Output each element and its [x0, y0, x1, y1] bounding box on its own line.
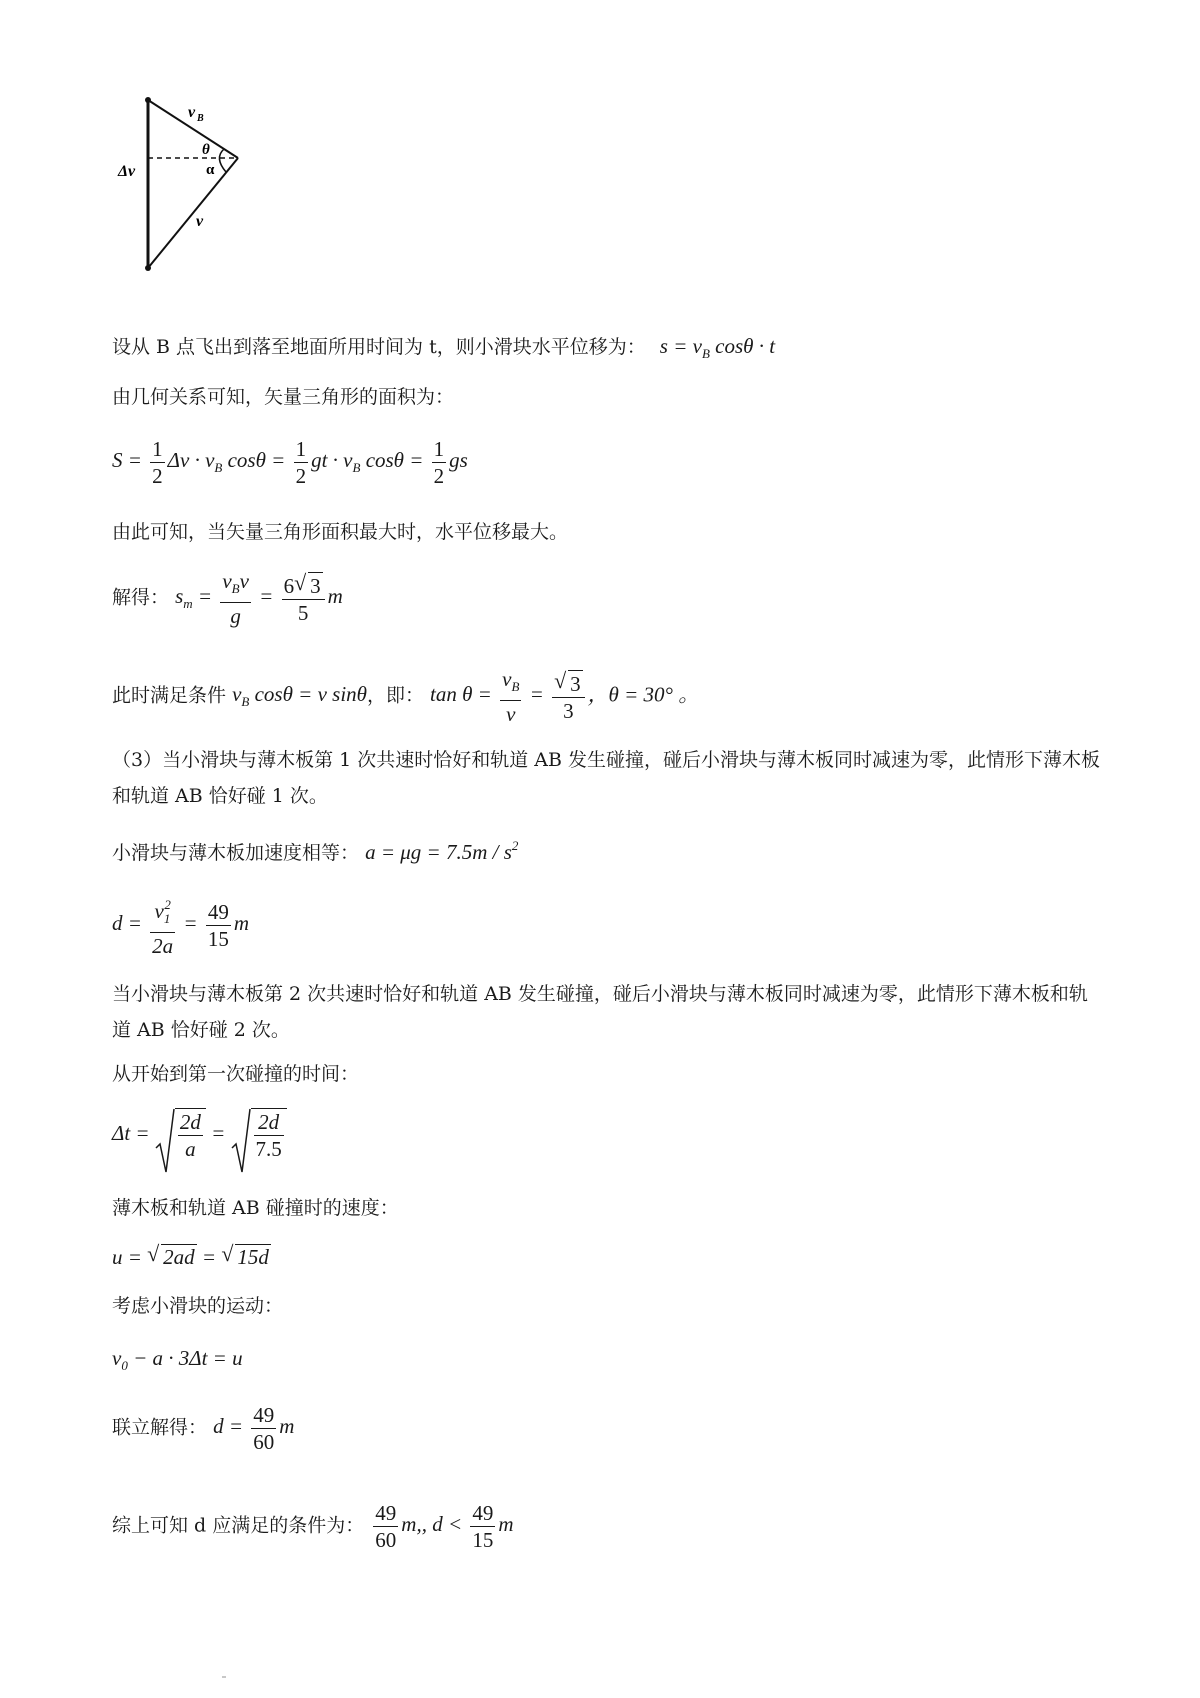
area-equation: S = $\frac{1}{2}$ $\Delta v \cdot v_B$ cosθ = $\frac{1}{2}$ gt · $v_B$ cosθ = $\frac{1}{2}$ gs [112, 437, 468, 488]
line-11: 从开始到第一次碰撞的时间： [112, 1063, 360, 1085]
v-edge [148, 158, 238, 268]
d-equation: d = $\frac{v_1^2}{2a}$ = $\frac{49}{15}$ m [112, 892, 249, 958]
v0-equation: $v_0 - a \cdot 3\Delta t = u$ [112, 1346, 243, 1373]
line-15: 考虑小滑块的运动： [112, 1295, 284, 1317]
label-vb-sub: B [197, 113, 204, 124]
line-2: 由几何关系可知，矢量三角形的面积为： [112, 386, 455, 408]
line-1: 设从 B 点飞出到落至地面所用时间为 t，则小滑块水平位移为： $s = v_B$ cosθ · t [112, 334, 776, 361]
label-v: v [196, 213, 204, 230]
delta-t-equation: Δt = $\frac{2d}{a}$ = $\frac{2d}{7.5}$ [112, 1108, 287, 1178]
line-13: 薄木板和轨道 AB 碰撞时的速度： [112, 1197, 399, 1219]
label-vb: v [188, 104, 196, 121]
label-theta: θ [202, 142, 210, 158]
label-alpha: α [206, 162, 215, 178]
condition-equation: 此时满足条件 $v_B$ cosθ = v sinθ，即： tan θ = $\frac{v_B}{v}$ = √ $\frac{3}{3}$ ，θ = 30° 。 [112, 666, 699, 730]
solution-d: 联立解得： d = $\frac{49}{60}$ m [112, 1403, 295, 1454]
acceleration-line: 小滑块与薄木板加速度相等： $a = \mu g = 7.5m / s^2$ [112, 838, 519, 864]
label-dv: Δv [118, 163, 136, 180]
vector-triangle-figure [110, 90, 260, 290]
second-case-paragraph: 当小滑块与薄木板第 2 次共速时恰好和轨道 AB 发生碰撞，碰后小滑块与薄木板同时减速为零，此情形下薄木板和轨道 AB 恰好碰 2 次。 [112, 983, 1088, 1041]
angle-arc [219, 149, 226, 172]
footer-mark [222, 1676, 226, 1678]
line-4: 由此可知，当矢量三角形面积最大时，水平位移最大。 [112, 521, 569, 543]
u-equation: u = √ 2ad = √ 15d [112, 1244, 271, 1278]
part-3-paragraph: （3）当小滑块与薄木板第 1 次共速时恰好和轨道 AB 发生碰撞，碰后小滑块与薄木板同时减速为零，此情形下薄木板和轨道 AB 恰好碰 1 次。 [112, 749, 1101, 807]
final-condition: 综上可知 d 应满足的条件为： $\frac{49}{60}$ m,, d < $\frac{49}{15}$ m [112, 1501, 514, 1552]
max-displacement-equation: 解得： $s_m$ = $\frac{v_Bv}{g}$ = $\frac{6√ 3}{5}$ m [112, 568, 343, 632]
